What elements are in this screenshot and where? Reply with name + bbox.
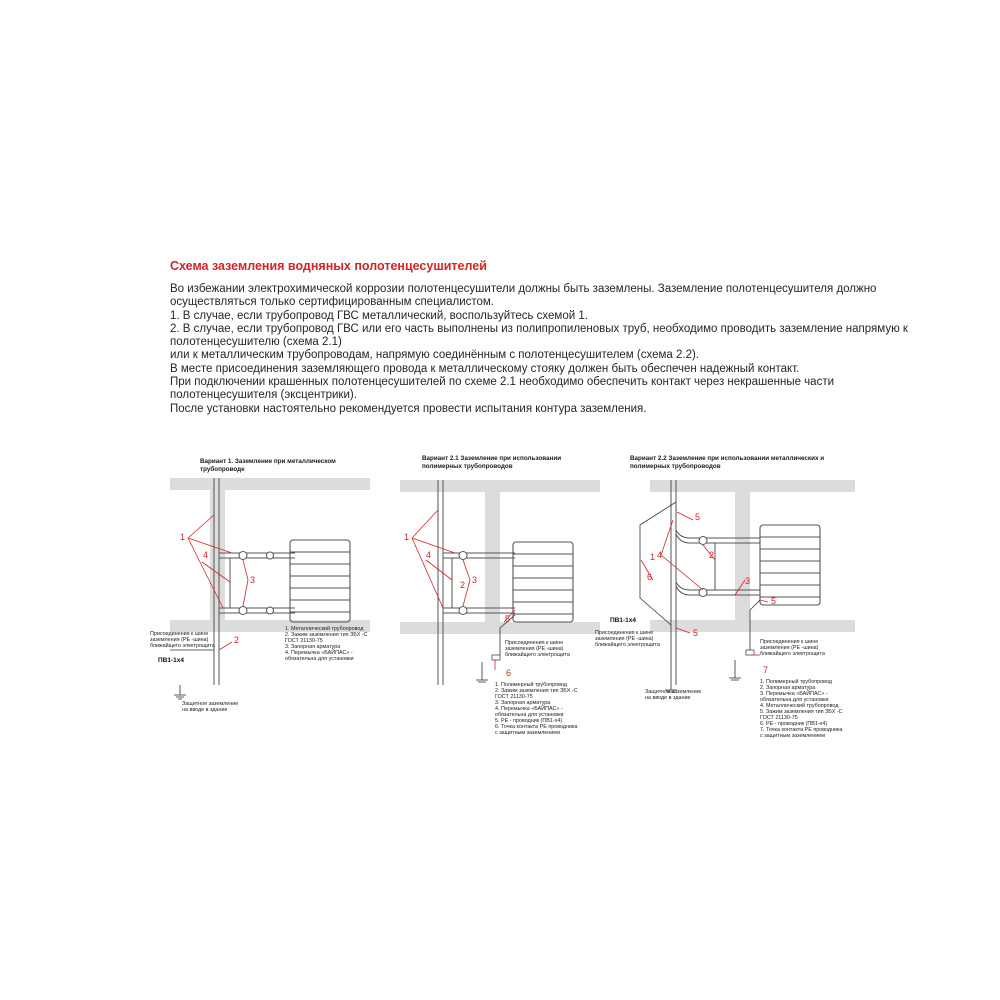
connection-note: Присоединения к шине — [595, 630, 654, 636]
legend-item: 1. Полимерный трубопровод — [495, 682, 567, 688]
marker-3: 3 — [472, 575, 478, 585]
connection-pipes — [219, 552, 295, 615]
cable-label: ПВ1-1х4 — [610, 617, 636, 624]
legend-item: 2. Зажим заземления тип ЗБХ -С — [495, 688, 578, 694]
connection-note: ближайщего электрощита — [505, 652, 570, 658]
legend-item: 6. Точка контакта PE проводника — [495, 724, 578, 730]
intro-line: 2. В случае, если трубопровод ГВС или его часть выполнены из полипропиленовых труб, необходимо проводить заземление напрямую к — [170, 322, 908, 335]
diagram-variant-1 — [140, 450, 380, 720]
diagram-caption-line: Вариант 1. Заземление при металлическом — [200, 458, 336, 465]
legend-item: 3. Перемычка «БАЙПАС» - — [760, 691, 828, 697]
marker-5: 5 — [693, 628, 699, 638]
intro-line: полотенцесушителя (эксцентрики). — [170, 389, 357, 402]
marker-5: 5 — [505, 614, 511, 624]
legend-item: ГОСТ 21130-75 — [285, 638, 323, 644]
marker-6: 6 — [647, 572, 653, 582]
marker-7: 7 — [763, 665, 769, 675]
marker-1: 1 — [180, 532, 186, 542]
marker-6: 6 — [506, 668, 512, 678]
page-title: Схема заземления водняных полотенцесушителей — [170, 259, 487, 273]
legend-item: 1. Полимерный трубопровод — [760, 679, 832, 685]
legend-item: 7. Точка контакта PE проводника — [760, 727, 843, 733]
diagram-caption-line: полимерных трубопроводов — [630, 463, 721, 470]
towel-rail — [290, 540, 350, 622]
cable-label: ПВ1-1х4 — [158, 657, 184, 664]
intro-line: В месте присоединения заземляющего провода к металлическому стояку должен быть обеспечен надежный контакт. — [170, 362, 800, 375]
connection-note: заземления (PE -шина) — [505, 646, 564, 652]
connection-note: Присоединения к шине — [505, 640, 564, 646]
connection-note: ближайщего электрощита — [760, 651, 825, 657]
connection-note: заземления (PE -шина) — [150, 637, 209, 643]
marker-4: 4 — [657, 550, 663, 560]
intro-line: После установки настоятельно рекомендуется провести испытания контура заземления. — [170, 402, 647, 415]
legend-item: с защитным заземлением — [760, 733, 825, 739]
connection-note: Присоединения к шине — [150, 631, 209, 637]
connection-note: ближайщего электрощита — [150, 643, 215, 649]
marker-4: 4 — [203, 550, 209, 560]
legend-item: 6. PE - проводник (ПВ1-х4) — [760, 721, 828, 727]
diagram-caption-line: Вариант 2.2 Заземление при использовании металлических и — [630, 455, 825, 462]
intro-line: При подключении крашенных полотенцесушителей по схеме 2.1 необходимо обеспечить контакт через некрашенные части — [170, 376, 835, 389]
legend-item: ГОСТ 21130-75 — [760, 715, 798, 721]
legend-item: обязательна для установки — [495, 712, 564, 718]
legend-item: 5. Зажим заземления тип ЗБХ -С — [760, 709, 843, 715]
marker-3: 3 — [745, 576, 751, 586]
diagram-caption-line: полимерных трубопроводов — [422, 463, 513, 470]
diagram-caption-line: Вариант 2.1 Заземление при использовании — [422, 455, 562, 462]
legend-item: обязательна для установки — [760, 697, 829, 703]
marker-2: 2 — [234, 635, 240, 645]
legend-item: 3. Запорная арматура — [495, 700, 551, 706]
intro-line: полотенцесушителю (схема 2.1) — [170, 336, 342, 349]
marker-3: 3 — [250, 575, 256, 585]
diagram-variant-2-1 — [400, 450, 620, 750]
diagram-variant-2-2 — [595, 450, 855, 750]
marker-2: 2 — [460, 580, 466, 590]
wall — [650, 480, 855, 632]
towel-rail — [513, 542, 573, 622]
legend-item: 4. Перемычка «БАЙПАС» - — [285, 650, 353, 656]
ground-label: Защитное заземление — [182, 701, 239, 707]
legend-item: 1. Металлический трубопровод — [285, 626, 364, 632]
connection-note: заземления (PE -шина) — [595, 636, 654, 642]
intro-line: или к металлическим трубопроводам, напрямую соединённым с полотенцесушителем (схема 2.2). — [170, 349, 699, 362]
towel-rail — [760, 525, 820, 605]
connection-note: ближайщего электрощита — [595, 642, 660, 648]
legend-item: ГОСТ 21130-75 — [495, 694, 533, 700]
legend-item: 5. PE - проводник (ПВ1-х4) — [495, 718, 563, 724]
marker-4: 4 — [426, 550, 432, 560]
marker-5: 5 — [771, 596, 777, 606]
ground-label: на вводе в здание — [645, 695, 691, 701]
marker-1: 1 — [404, 532, 410, 542]
legend-item: обязательна для установки — [285, 656, 354, 662]
legend-item: 4. Металлический трубопровод — [760, 703, 839, 709]
marker-1: 1 — [650, 552, 656, 562]
legend-item: 2. Запорная арматура — [760, 685, 816, 691]
intro-line: 1. В случае, если трубопровод ГВС металлический, воспользуйтесь схемой 1. — [170, 309, 588, 322]
intro-line: осуществляться только сертифицированным специалистом. — [170, 296, 494, 309]
connection-note: заземления (PE -шина) — [760, 645, 819, 651]
intro-line: Во избежании электрохимической коррозии полотенцесушители должны быть заземлены. Заземление полотенцесушителя должно — [170, 283, 877, 295]
connection-note: Присоединения к шине — [760, 639, 819, 645]
ground-label: Защитное заземление — [645, 689, 702, 695]
diagram-caption-line: трубопроводе — [200, 466, 245, 473]
intro-text — [170, 283, 908, 416]
legend-item: 3. Запорная арматура — [285, 644, 341, 650]
legend-item: 2. Зажим заземления тип ЗБХ -С — [285, 632, 368, 638]
marker-5: 5 — [695, 512, 701, 522]
ground-label: на вводе в здание — [182, 707, 228, 713]
marker-2: 2 — [709, 550, 715, 560]
legend-item: с защитным заземлением — [495, 730, 560, 736]
legend-item: 4. Перемычка «БАЙПАС» - — [495, 706, 563, 712]
